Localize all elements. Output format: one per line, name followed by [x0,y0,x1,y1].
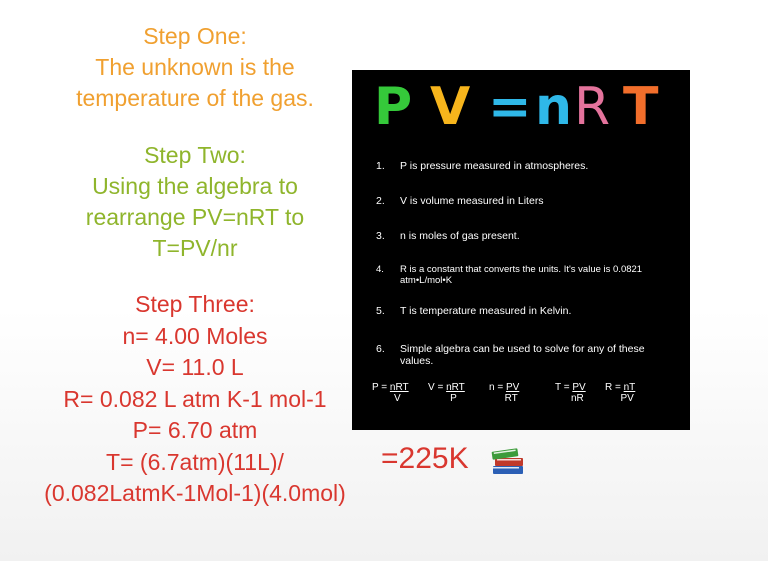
rearranged-equation [489,382,519,404]
equation-lhs: R = [605,382,624,393]
fact-number: 2. [376,195,385,207]
equation-denominator: V [393,393,401,404]
equation-lhs: V = [428,382,447,393]
formula-letter-t: T [623,77,659,134]
step-one-heading: Step One: [143,23,247,49]
books-icon [490,442,526,476]
fact-text: Simple algebra can be used to solve for any of these values. [400,343,645,367]
fact-number: 6. [376,343,385,355]
step-three-line: (0.082LatmK-1Mol-1)(4.0mol) [44,480,346,506]
fact-text: n is moles of gas present. [400,230,520,242]
fact-text: R is a constant that converts the units. It's value is 0.0821 atm•L/mol•K [400,264,643,286]
equation-denominator: P [450,393,457,404]
formula-letter-v: V [430,77,471,134]
step-two-line: Using the algebra to [92,173,298,199]
answer-value: =225K [381,442,469,475]
formula-letter-p: P [374,77,413,134]
formula-svg [352,70,690,134]
equation-denominator: RT [504,393,518,404]
equation-numerator: nRT [389,382,409,393]
step-one [20,21,370,114]
fact-text: T is temperature measured in Kelvin. [400,305,572,317]
equation-lhs: P = [372,382,390,393]
rearranged-equation [372,382,409,404]
rearranged-equation [428,382,465,404]
equation-denominator: nR [570,393,584,404]
step-three-line: n= 4.00 Moles [122,322,268,349]
equation-numerator: nRT [446,382,465,393]
step-three [0,289,390,510]
formula-letter-r: R [574,77,611,134]
step-three-line: V= 11.0 L [146,354,244,380]
equation-numerator: nT [623,382,636,393]
step-three-heading: Step Three: [135,291,255,317]
formula-letter-n: n [535,77,573,134]
fact-number: 3. [376,230,385,242]
step-two-line: T=PV/nr [152,235,238,261]
equation-numerator: PV [572,382,586,393]
step-one-line: The unknown is the [95,54,295,80]
step-three-line: P= 6.70 atm [132,417,258,443]
step-two [20,140,370,264]
ideal-gas-law-panel [352,70,690,430]
equation-denominator: PV [620,393,634,404]
fact-number: 1. [376,160,385,172]
formula-banner [352,70,690,134]
fact-number: 5. [376,305,385,317]
rearranged-equation [605,382,635,404]
equation-lhs: n = [489,382,506,393]
step-one-line: temperature of the gas. [76,85,314,111]
step-three-line: T= (6.7atm)(11L)/ [106,448,284,475]
step-two-heading: Step Two: [144,142,246,168]
step-three-line: R= 0.082 L atm K-1 mol-1 [63,385,327,412]
fact-number: 4. [376,264,384,275]
fact-text: P is pressure measured in atmospheres. [400,160,589,172]
rearranged-equation [555,382,586,404]
equation-lhs: T = [555,382,573,393]
fact-text: V is volume measured in Liters [400,195,544,207]
formula-equals: = [488,77,532,134]
equation-numerator: PV [505,382,520,393]
step-two-line: rearrange PV=nRT to [85,204,305,230]
